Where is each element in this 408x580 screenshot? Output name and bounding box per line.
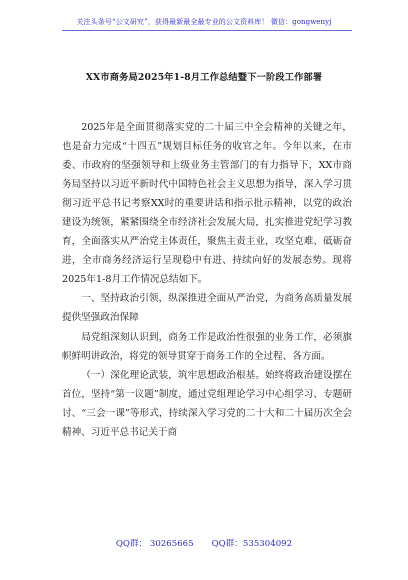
subsection-paragraph: （一）深化理论武装，筑牢思想政治根基。始终将政治建设摆在首位，坚持“第一议题”制度，通过党组理论学习中心组学习、专题研讨、“三会一课”等形式，持续深入学习党的二十大和二十届历次全会精神、习近平总书记关于商 — [62, 369, 352, 438]
document-body — [62, 118, 352, 442]
footer-contact — [0, 537, 408, 549]
document-title: XX市商务局2025年1-8月工作总结暨下一阶段工作部署 — [85, 72, 323, 83]
footer-qq-group-2: QQ群：535304092 — [211, 539, 293, 549]
header-promo-note: 关注头条号“公文研究”，获得最新最全最专业的公文资料库！ 微信：gongwenyj — [76, 18, 332, 26]
section-heading-1: 一、坚持政治引领，纵深推进全面从严治党，为商务高质量发展提供坚强政治保障 — [62, 293, 352, 324]
footer-qq-group-1: QQ群： 30265665 — [115, 539, 194, 549]
section-paragraph: 局党组深刻认识到，商务工作是政治性很强的业务工作，必须旗帜鲜明讲政治，将党的领导贯穿于商务工作的全过程、各方面。 — [62, 331, 352, 362]
header-divider — [62, 30, 352, 31]
intro-paragraph: 2025年是全面贯彻落实党的二十届三中全会精神的关键之年，也是奋力完成“十四五”规划目标任务的收官之年。今年以来，在市委、市政府的坚强领导和上级业务主管部门的有力指导下，XX市商务局坚持以习近平新时代中国特色社会主义思想为指导，深入学习贯彻习近平总书记考察XX时的重要讲话和指示批示精神，以党的政治建设为统领，紧紧围绕全市经济社会发展大局，扎实推进党纪学习教育，全面落实从严治党主体责任，聚焦主责主业，攻坚克难、砥砺奋进，全市商务经济运行呈现稳中有进、持续向好的发展态势。现将2025年1-8月工作情况总结如下。 — [62, 122, 352, 286]
